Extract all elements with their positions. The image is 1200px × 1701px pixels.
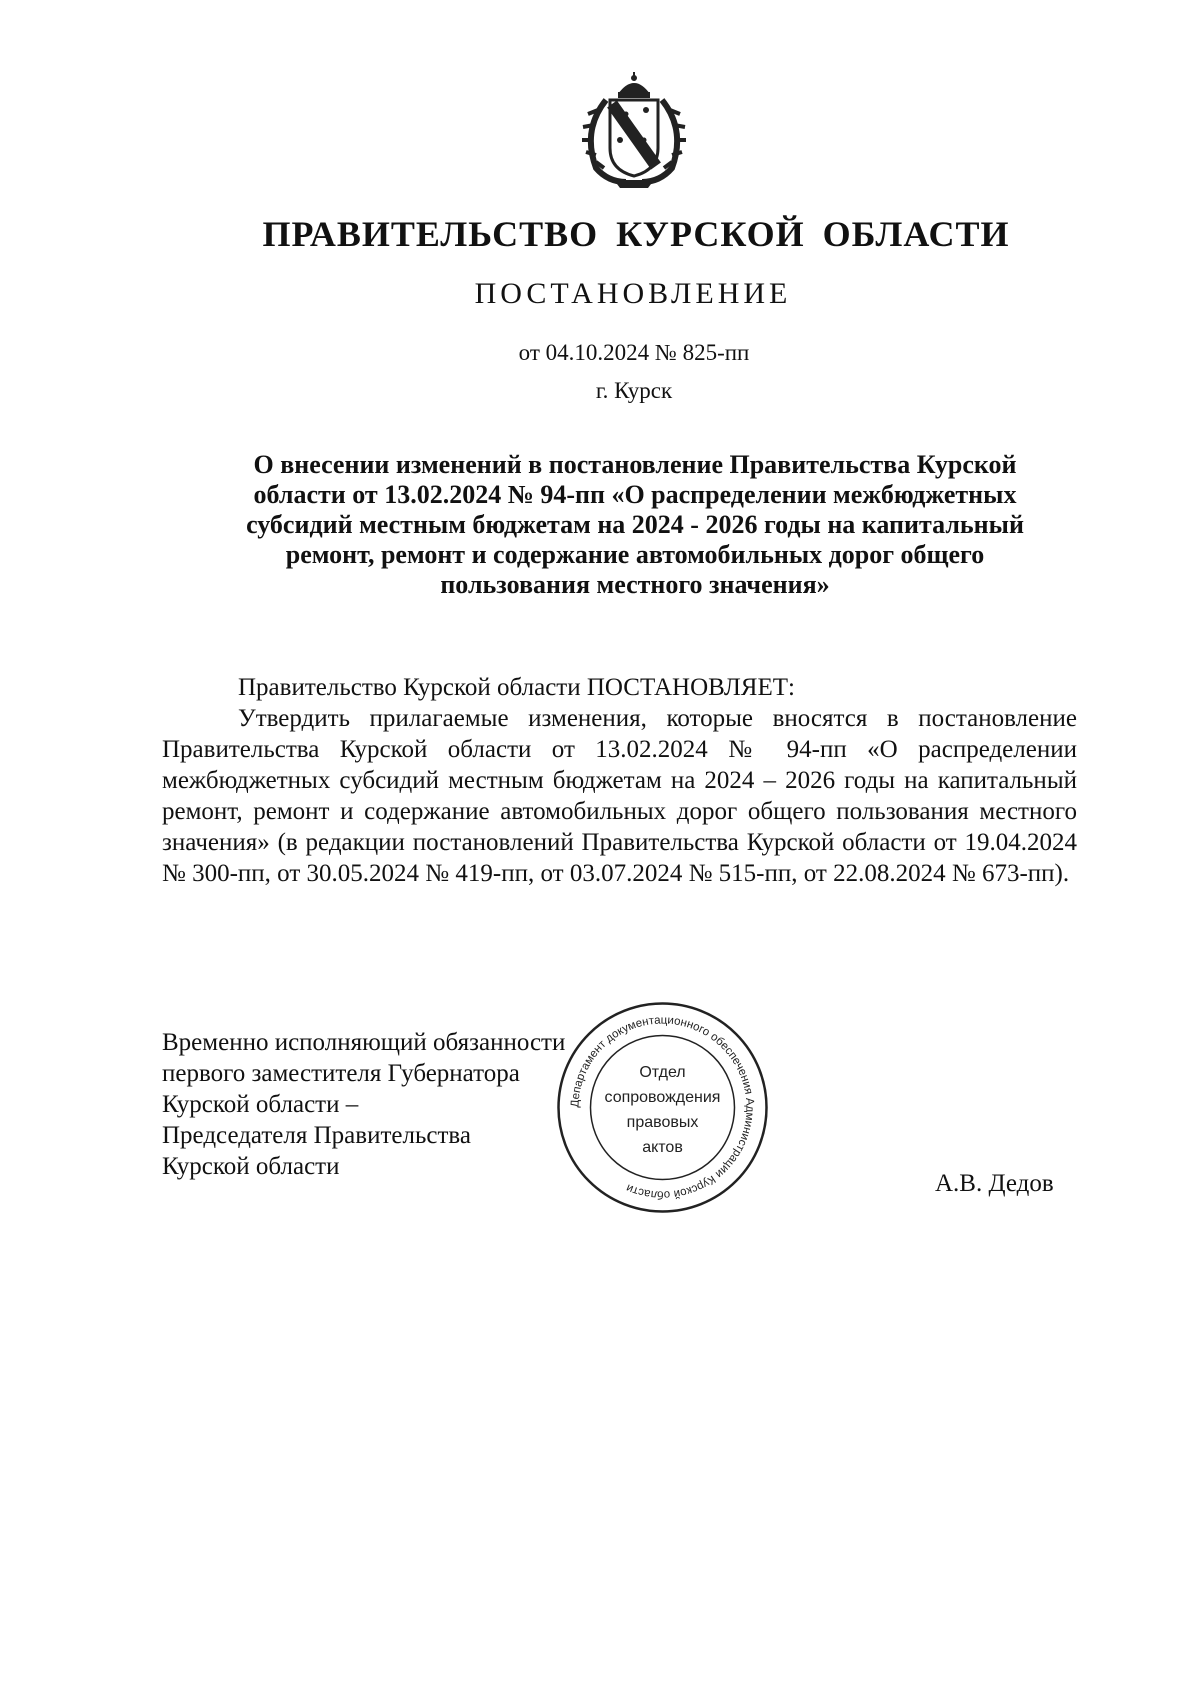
government-name: ПРАВИТЕЛЬСТВО КУРСКОЙ ОБЛАСТИ	[262, 214, 1010, 254]
official-stamp	[555, 1000, 770, 1215]
stamp-line: правовых	[626, 1114, 699, 1131]
coat-of-arms-icon	[568, 70, 700, 194]
document-type: ПОСТАНОВЛЕНИЕ	[474, 277, 792, 310]
stamp-line: сопровождения	[604, 1089, 721, 1106]
document-number: от 04.10.2024 № 825-пп	[518, 340, 750, 365]
document-city: г. Курск	[595, 378, 673, 403]
stamp-ring-text: Департамент документационного обеспечения Администрации Курской области	[569, 1014, 756, 1201]
stamp-line: Отдел	[639, 1064, 686, 1081]
decree-paragraph: Утвердить прилагаемые изменения, которые вносятся в постановление Правительства Курской области от 13.02.2024 № 94-пп «О распределении межбюджетных субсидий местным бюджетам на 2024 – 2026 годы на капитальный ремонт, ремонт и содержание автомобильных дорог общего пользования местного значения» (в редакции постановлений Правительства Курской области от 19.04.2024 № 300-пп, от 30.05.2024 № 419-пп, от 03.07.2024 № 515-пп, от 22.08.2024 № 673-пп).	[162, 705, 1077, 887]
title-line: О внесении изменений в постановление Правительства Курской	[253, 450, 1017, 479]
position-line: Курской области	[162, 1153, 340, 1180]
title-line: пользования местного значения»	[440, 570, 830, 599]
position-line: Председателя Правительства	[162, 1122, 471, 1149]
document-title	[190, 450, 1080, 600]
signer-name: А.В. Дедов	[935, 1170, 1054, 1197]
signatory-position	[162, 1027, 565, 1182]
stamp-line: актов	[642, 1139, 683, 1156]
document-body	[162, 672, 1077, 889]
title-line: субсидий местным бюджетам на 2024 - 2026 годы на капитальный	[246, 510, 1024, 539]
title-line: ремонт, ремонт и содержание автомобильных дорог общего	[285, 540, 985, 569]
position-line: первого заместителя Губернатора	[162, 1060, 520, 1087]
position-line: Временно исполняющий обязанности	[162, 1029, 566, 1056]
stamp-inner-text	[555, 1060, 770, 1160]
title-line: области от 13.02.2024 № 94-пп «О распределении межбюджетных	[253, 480, 1017, 509]
preamble-paragraph: Правительство Курской области ПОСТАНОВЛЯЕТ:	[238, 674, 795, 701]
position-line: Курской области –	[162, 1091, 359, 1118]
